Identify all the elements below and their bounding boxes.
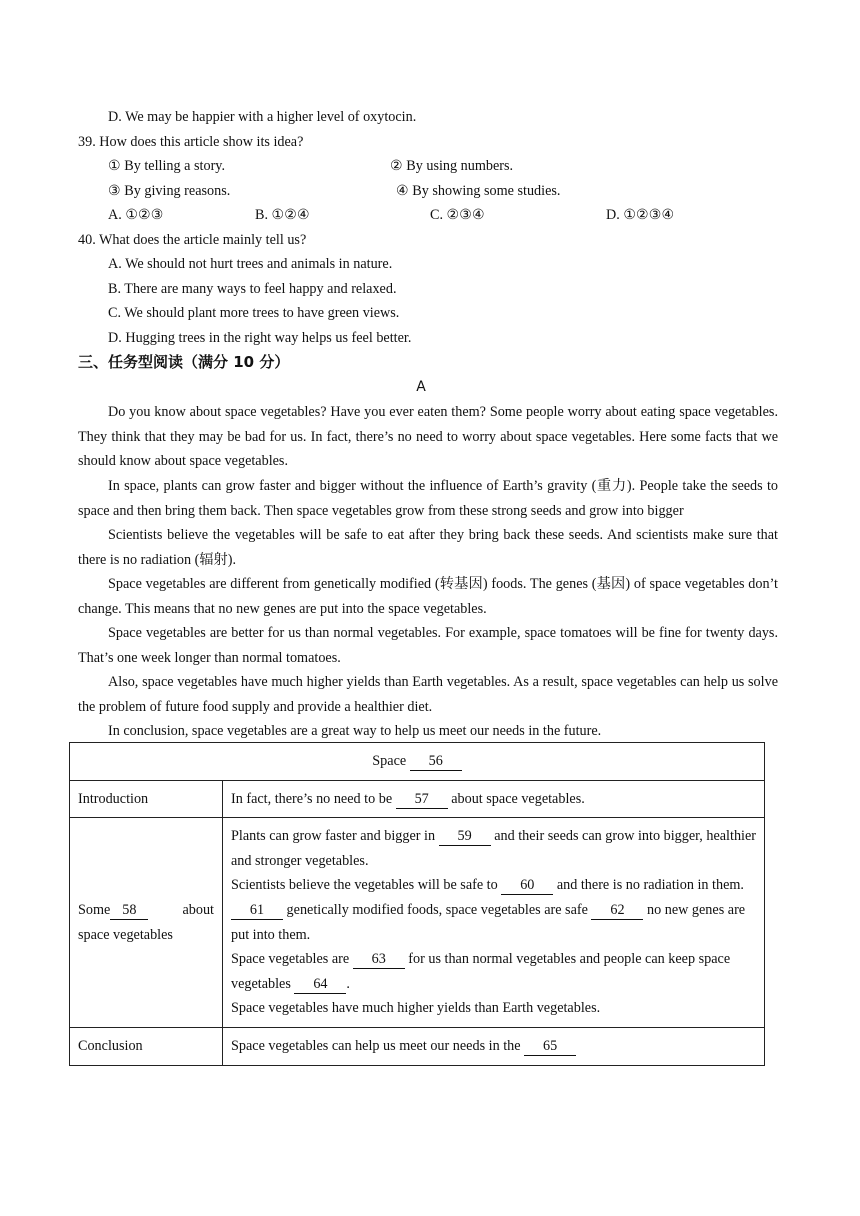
blank-64: 64 bbox=[294, 975, 346, 994]
blank-58: 58 bbox=[110, 901, 148, 920]
q39-item-3: ③ By giving reasons. bbox=[108, 183, 231, 199]
section-title: 三、任务型阅读（满分 10 分） bbox=[78, 353, 290, 371]
passage-paragraph-7: In conclusion, space vegetables are a great way to help us meet our needs in the future. bbox=[108, 723, 602, 739]
blank-63: 63 bbox=[353, 950, 405, 969]
table-title-row bbox=[70, 743, 765, 781]
section-part-label: A bbox=[416, 379, 426, 395]
q39-option-b: B. ①②④ bbox=[255, 207, 310, 223]
q40-option-a: A. We should not hurt trees and animals in nature. bbox=[108, 256, 393, 272]
q39-option-d: D. ①②③④ bbox=[606, 207, 675, 223]
conclusion-cell bbox=[223, 1027, 765, 1065]
q39-question: 39. How does this article show its idea? bbox=[78, 134, 304, 150]
facts-cell bbox=[223, 818, 765, 1028]
fact-4-start: Space vegetables are bbox=[231, 951, 353, 968]
passage-paragraph-3: Scientists believe the vegetables will be safe to eat after they bring back these seeds. And scientists make sure that there is no radiation (辐射). bbox=[78, 527, 778, 568]
fact-4 bbox=[231, 947, 756, 996]
table-title-text: Space bbox=[372, 753, 410, 769]
fact-5: Space vegetables have much higher yields than Earth vegetables. bbox=[231, 1000, 601, 1017]
q40-question: 40. What does the article mainly tell us? bbox=[78, 232, 307, 248]
q39-item-2: ② By using numbers. bbox=[390, 158, 514, 174]
q39-item-1: ① By telling a story. bbox=[108, 158, 226, 174]
fact-2-start: Scientists believe the vegetables will be safe to bbox=[231, 877, 502, 894]
passage-paragraph-6: Also, space vegetables have much higher yields than Earth vegetables. As a result, space vegetables can help us solve the problem of future food supply and provide a healthier diet. bbox=[78, 674, 778, 715]
fact-3 bbox=[231, 898, 756, 947]
fact-1-start: Plants can grow faster and bigger in bbox=[231, 828, 439, 845]
introduction-text-end: about space vegetables. bbox=[447, 790, 585, 807]
facts-label-end: about space vegetables bbox=[78, 901, 214, 943]
blank-62: 62 bbox=[591, 901, 643, 920]
fact-3-middle: genetically modified foods, space vegetables are safe bbox=[283, 901, 592, 918]
introduction-cell bbox=[223, 780, 765, 818]
blank-60: 60 bbox=[501, 876, 553, 895]
fact-2-end: and there is no radiation in them. bbox=[553, 877, 744, 894]
table-row-conclusion bbox=[70, 1027, 765, 1065]
passage-paragraph-5: Space vegetables are better for us than normal vegetables. For example, space tomatoes will be fine for twenty days. That’s one week longer than normal tomatoes. bbox=[78, 625, 778, 666]
q39-option-a: A. ①②③ bbox=[108, 207, 164, 223]
summary-table bbox=[69, 742, 765, 1066]
fact-1 bbox=[231, 824, 756, 873]
facts-label-cell bbox=[70, 818, 223, 1028]
conclusion-label: Conclusion bbox=[70, 1027, 223, 1065]
fact-4-middle: for us than normal vegetables and people can keep space vegetables bbox=[231, 951, 731, 992]
blank-61: 61 bbox=[231, 901, 283, 920]
blank-56: 56 bbox=[410, 752, 462, 771]
q40-option-b: B. There are many ways to feel happy and relaxed. bbox=[108, 281, 397, 297]
q39-option-c: C. ②③④ bbox=[430, 207, 485, 223]
passage-paragraph-2 bbox=[78, 474, 818, 523]
blank-59: 59 bbox=[439, 827, 491, 846]
fact-4-end: . bbox=[346, 975, 350, 992]
blank-65: 65 bbox=[524, 1037, 576, 1056]
table-title-cell bbox=[70, 743, 765, 781]
fact-1-end: and their seeds can grow into bigger, healthier and stronger vegetables. bbox=[231, 828, 756, 869]
passage-paragraph-1: Do you know about space vegetables? Have you ever eaten them? Some people worry about eating space vegetables. They think that they may be bad for us. In fact, there’s no need to worry about space vegetables. Here some facts that we should know about space vegetables. bbox=[78, 404, 778, 470]
table-row-introduction bbox=[70, 780, 765, 818]
conclusion-text: Space vegetables can help us meet our needs in the bbox=[231, 1037, 525, 1054]
passage-paragraph-4: Space vegetables are different from genetically modified (转基因) foods. The genes (基因) of space vegetables don’t change. This means that no new genes are put into the space vegetables. bbox=[78, 576, 778, 617]
introduction-text-start: In fact, there’s no need to be bbox=[231, 790, 396, 807]
q40-option-c: C. We should plant more trees to have green views. bbox=[108, 305, 400, 321]
passage-paragraph-2-text: In space, plants can grow faster and bigger without the influence of Earth’s gravity (重力). People take the seeds to space and then bring them back. Then space vegetables grow from these strong seeds and grow into bigger bbox=[78, 478, 778, 519]
introduction-label: Introduction bbox=[70, 780, 223, 818]
facts-label-start: Some bbox=[78, 901, 111, 918]
q40-option-d: D. Hugging trees in the right way helps us feel better. bbox=[108, 330, 412, 346]
fact-2 bbox=[231, 873, 756, 898]
fact-3-end: no new genes are put into them. bbox=[231, 901, 746, 943]
blank-57: 57 bbox=[396, 790, 448, 809]
q39-item-4: ④ By showing some studies. bbox=[396, 183, 561, 199]
table-row-facts bbox=[70, 818, 765, 1028]
q38-option-d: D. We may be happier with a higher level of oxytocin. bbox=[108, 109, 417, 125]
